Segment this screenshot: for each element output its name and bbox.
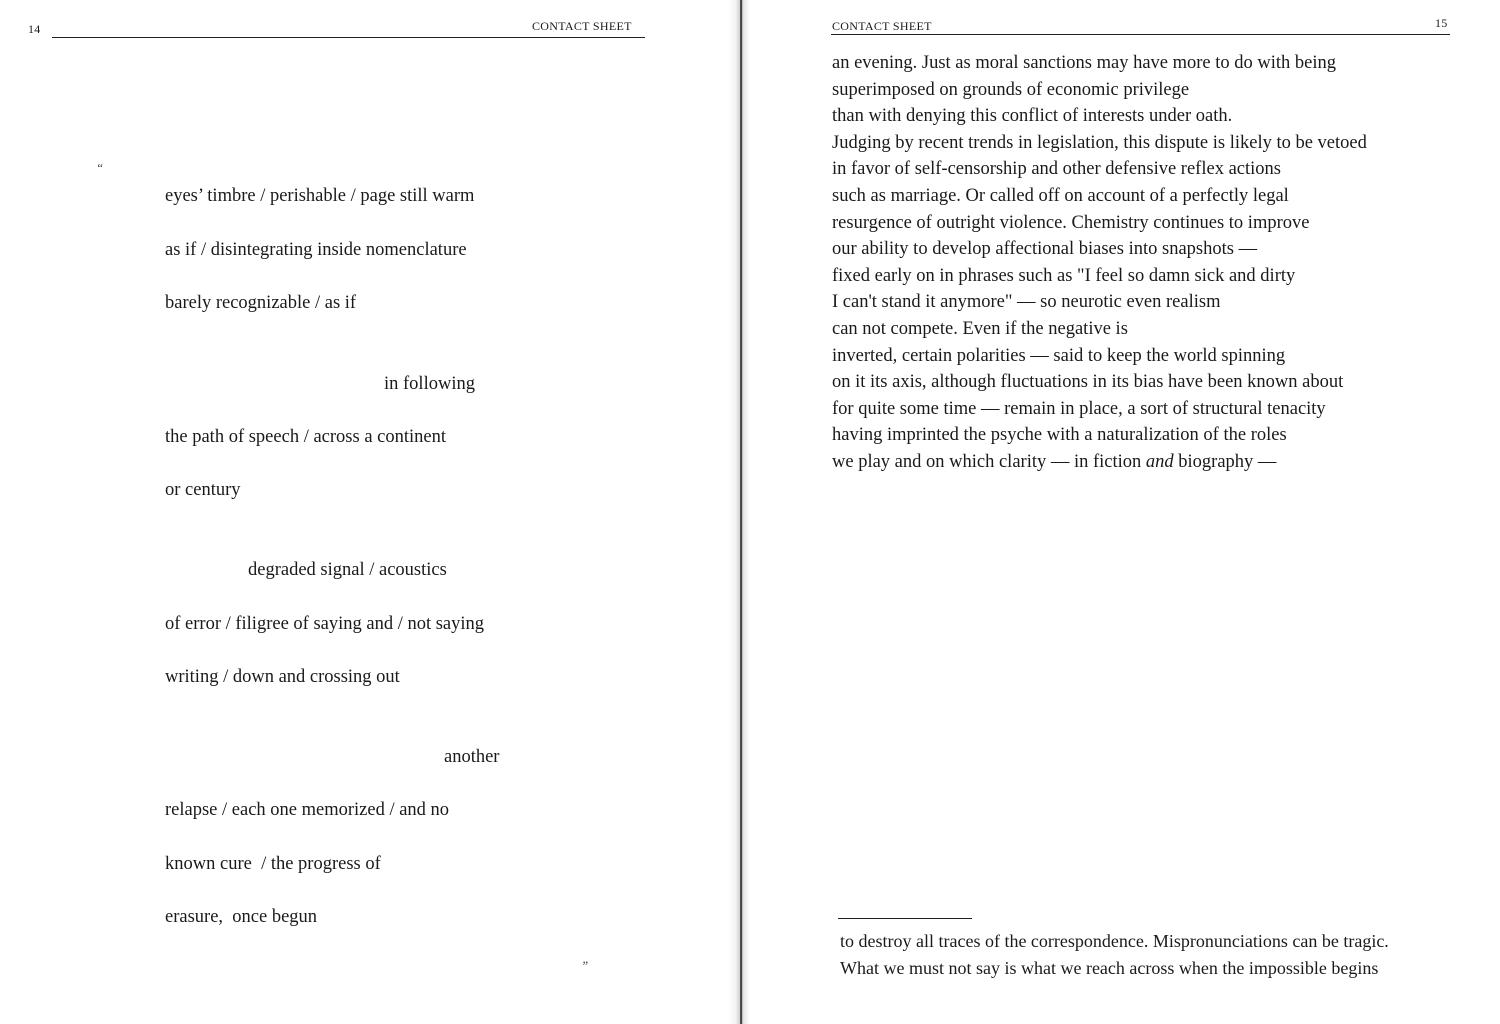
prose-line: our ability to develop affectional biases into snapshots —	[832, 239, 1258, 260]
prose-line: in favor of self-censorship and other defensive reflex actions	[832, 159, 1281, 180]
prose-line: an evening. Just as moral sanctions may have more to do with being	[832, 53, 1337, 73]
spine-line	[740, 0, 742, 1024]
poem-line: relapse / each one memorized / and no	[165, 800, 450, 820]
poem-line: eyes’ timbre / perishable / page still warm	[165, 186, 475, 206]
prose-line: having imprinted the psyche with a naturalization of the roles	[832, 425, 1287, 446]
poem-line: known cure / the progress of	[165, 854, 381, 874]
close-quote-mark: ”	[581, 958, 589, 973]
prose-last-line	[832, 449, 1452, 476]
poem-line: degraded signal / acoustics	[248, 560, 447, 580]
prose-line: than with denying this conflict of interests under oath.	[832, 106, 1233, 127]
header-rule-left	[52, 37, 645, 38]
footnote-line: to destroy all traces of the correspondence. Mispronunciations can be tragic.	[840, 931, 1389, 951]
footnote	[840, 928, 1460, 982]
prose-line: for quite some time — remain in place, a sort of structural tenacity	[832, 398, 1326, 419]
prose-last-line-end: biography —	[1173, 451, 1277, 472]
footnote-rule	[838, 918, 972, 919]
poem-line: or century	[165, 480, 241, 500]
prose-line: inverted, certain polarities — said to keep the world spinning	[832, 345, 1286, 366]
running-head-left: CONTACT SHEET	[532, 19, 632, 33]
prose-line: Judging by recent trends in legislation, this dispute is likely to be vetoed	[832, 132, 1367, 153]
book-gutter	[728, 0, 750, 1024]
page-number-right: 15	[1435, 16, 1448, 30]
prose-line: I can't stand it anymore" — so neurotic even realism	[832, 292, 1221, 313]
poem-line: writing / down and crossing out	[165, 667, 400, 687]
poem-line: the path of speech / across a continent	[165, 427, 446, 447]
page-number-left: 14	[28, 22, 41, 36]
prose-line: superimposed on grounds of economic privilege	[832, 79, 1190, 100]
prose-last-line-start: we play and on which clarity — in fiction	[832, 451, 1146, 472]
prose-italic-word: and	[1145, 451, 1174, 472]
poem-line: barely recognizable / as if	[165, 293, 357, 313]
prose-line: fixed early on in phrases such as "I feel so damn sick and dirty	[832, 265, 1296, 286]
poem-line: in following	[384, 374, 475, 394]
prose-line: resurgence of outright violence. Chemistry continues to improve	[832, 212, 1310, 233]
footnote-line: What we must not say is what we reach across when the impossible begins	[840, 958, 1379, 978]
poem-line: of error / filigree of saying and / not saying	[165, 614, 485, 634]
running-head-right: CONTACT SHEET	[832, 19, 932, 33]
poem-line: as if / disintegrating inside nomenclature	[165, 240, 467, 260]
prose-line: can not compete. Even if the negative is	[832, 318, 1128, 339]
prose-line: on it its axis, although fluctuations in its bias have been known about	[832, 372, 1344, 393]
open-quote-mark: “	[96, 160, 104, 175]
prose-line: such as marriage. Or called off on account of a perfectly legal	[832, 185, 1289, 206]
poem-line: erasure, once begun	[165, 907, 318, 927]
prose-body	[832, 50, 1452, 476]
header-rule-right	[831, 34, 1450, 35]
poem-line: another	[444, 747, 500, 767]
